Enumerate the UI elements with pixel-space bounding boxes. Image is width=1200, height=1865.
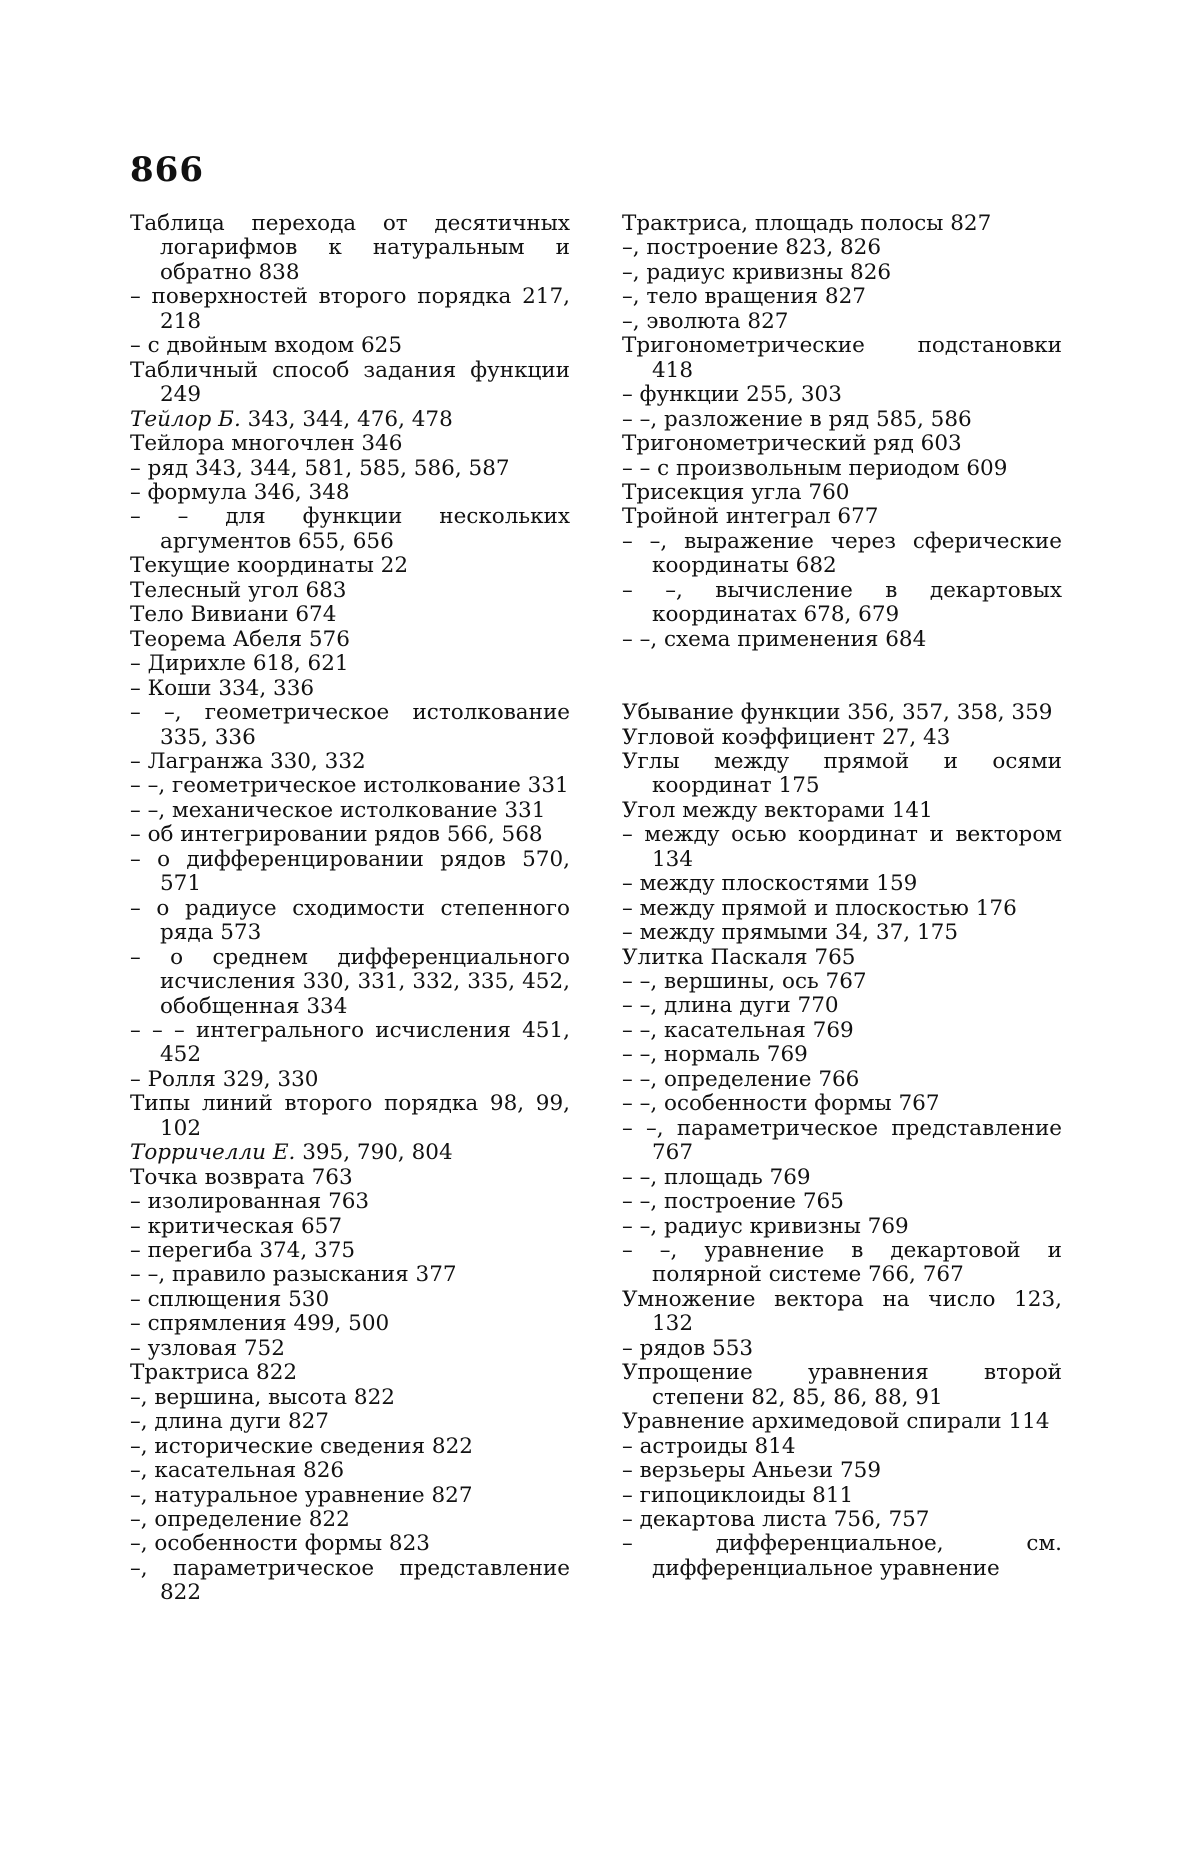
- index-entry: – –, выражение через сферические координаты 682: [622, 528, 1062, 579]
- index-entry: – –, уравнение в декартовой и полярной системе 766, 767: [622, 1238, 1062, 1288]
- index-entry: – –, геометрическое истолкование 335, 336: [130, 700, 570, 750]
- index-entry: – формула 346, 348: [130, 479, 350, 505]
- index-entry: – изолированная 763: [130, 1189, 370, 1215]
- index-entry: – об интегрировании рядов 566, 568: [130, 822, 543, 848]
- index-entry: – критическая 657: [130, 1213, 343, 1239]
- index-entry: –, эволюта 827: [622, 308, 789, 334]
- index-entry: Тело Вивиани 674: [130, 602, 337, 628]
- index-entry: –, касательная 826: [130, 1458, 345, 1484]
- index-entry: Таблица перехода от десятичных логарифмов к натуральным и обратно 838: [130, 211, 570, 285]
- index-entry: –, параметрическое представление 822: [130, 1555, 570, 1606]
- index-entry: – гипоциклоиды 811: [622, 1482, 854, 1508]
- index-entry: Уравнение архимедовой спирали 114: [622, 1409, 1050, 1435]
- author-name: Торричелли Е.: [130, 1140, 296, 1166]
- index-entry: –, особенности формы 823: [130, 1531, 430, 1557]
- index-entry: Типы линий второго порядка 98, 99, 102: [130, 1091, 570, 1141]
- index-entry: – –, нормаль 769: [622, 1042, 808, 1068]
- index-entry: – ряд 343, 344, 581, 585, 586, 587: [130, 455, 510, 481]
- index-entry: – сплющения 530: [130, 1286, 330, 1312]
- index-entry: – – – интегрального исчисления 451, 452: [130, 1017, 570, 1068]
- index-entry: – между осью координат и вектором 134: [622, 822, 1062, 872]
- index-entry: – –, радиус кривизны 769: [622, 1213, 909, 1239]
- index-entry: – –, механическое истолкование 331: [130, 797, 546, 823]
- index-entry: – между прямой и плоскостью 176: [622, 895, 1017, 921]
- index-entry: – –, касательная 769: [622, 1017, 854, 1043]
- index-entry: Улитка Паскаля 765: [622, 944, 856, 970]
- index-entry: – дифференциальное, см. дифференциальное уравнение: [622, 1531, 1062, 1581]
- index-entry: – –, вычисление в декартовых координатах 678, 679: [622, 577, 1062, 628]
- index-entry: – рядов 553: [622, 1335, 754, 1361]
- index-entry: –, длина дуги 827: [130, 1409, 329, 1435]
- right-column: [622, 212, 1062, 1581]
- page-number: 866: [130, 150, 204, 190]
- index-entry: – –, вершины, ось 767: [622, 969, 867, 995]
- index-entry: – – для функции нескольких аргументов 655, 656: [130, 504, 570, 554]
- index-entry: –, вершина, высота 822: [130, 1384, 395, 1410]
- index-entry: Умножение вектора на число 123, 132: [622, 1286, 1062, 1337]
- index-entry: – перегиба 374, 375: [130, 1238, 356, 1264]
- index-entry: – –, построение 765: [622, 1189, 844, 1215]
- index-entry: –, натуральное уравнение 827: [130, 1482, 473, 1508]
- index-entry: Углы между прямой и осями координат 175: [622, 748, 1062, 799]
- index-entry: – –, особенности формы 767: [622, 1091, 940, 1117]
- page-refs: 395, 790, 804: [295, 1140, 453, 1166]
- index-entry: Точка возврата 763: [130, 1164, 353, 1190]
- index-entry: Тригонометрические подстановки 418: [622, 333, 1062, 383]
- author-name: Тейлор Б.: [130, 406, 241, 432]
- index-entry: – астроиды 814: [622, 1433, 796, 1459]
- index-entry: Угловой коэффициент 27, 43: [622, 724, 951, 750]
- index-entry: Трактриса 822: [130, 1360, 298, 1386]
- index-entry: – декартова листа 756, 757: [622, 1507, 930, 1532]
- index-entry: Телесный угол 683: [130, 577, 347, 603]
- index-entry: [130, 1141, 570, 1165]
- index-entry: Трактриса, площадь полосы 827: [622, 211, 992, 236]
- index-entry: – – с произвольным периодом 609: [622, 455, 1008, 481]
- index-entry: Теорема Абеля 576: [130, 626, 350, 652]
- index-entry: – функции 255, 303: [622, 382, 842, 408]
- index-entry: Тройной интеграл 677: [622, 504, 879, 530]
- index-entry: – –, параметрическое представление 767: [622, 1115, 1062, 1166]
- index-entry: – Лагранжа 330, 332: [130, 748, 366, 774]
- index-entry: Табличный способ задания функции 249: [130, 357, 570, 408]
- index-entry: – –, схема применения 684: [622, 626, 927, 652]
- index-entry: –, радиус кривизны 826: [622, 259, 892, 285]
- index-entry: – с двойным входом 625: [130, 333, 403, 359]
- index-entry: Тейлора многочлен 346: [130, 431, 403, 457]
- index-entry: – спрямления 499, 500: [130, 1311, 390, 1337]
- index-entry: – о среднем дифференциального исчисления 330, 331, 332, 335, 452, обобщенная 334: [130, 944, 570, 1019]
- index-entry: –, тело вращения 827: [622, 284, 866, 310]
- index-entry: – узловая 752: [130, 1335, 285, 1361]
- index-entry: –, построение 823, 826: [622, 235, 882, 261]
- index-entry: – –, правило разыскания 377: [130, 1262, 457, 1288]
- index-entry: – между прямыми 34, 37, 175: [622, 920, 959, 946]
- left-column: [130, 212, 570, 1606]
- index-entry: – поверхностей второго порядка 217, 218: [130, 284, 570, 334]
- index-entry: – –, геометрическое истолкование 331: [130, 773, 569, 799]
- index-entry: – –, площадь 769: [622, 1164, 811, 1190]
- index-entry: – о радиусе сходимости степенного ряда 573: [130, 895, 570, 946]
- index-entry: Убывание функции 356, 357, 358, 359: [622, 700, 1053, 726]
- index-entry: – –, определение 766: [622, 1066, 860, 1092]
- index-entry: Текущие координаты 22: [130, 553, 409, 579]
- index-entry: – Дирихле 618, 621: [130, 651, 349, 677]
- index-entry: – –, разложение в ряд 585, 586: [622, 406, 972, 432]
- page-refs: 343, 344, 476, 478: [240, 406, 453, 432]
- index-entry: – верзьеры Аньези 759: [622, 1458, 882, 1484]
- section-gap: [622, 652, 1062, 701]
- index-entry: – Ролля 329, 330: [130, 1066, 319, 1092]
- index-entry: [130, 408, 570, 432]
- index-entry: Тригонометрический ряд 603: [622, 431, 962, 457]
- index-entry: – Коши 334, 336: [130, 675, 315, 701]
- index-entry: – –, длина дуги 770: [622, 993, 839, 1019]
- index-entry: Трисекция угла 760: [622, 479, 850, 505]
- index-entry: Упрощение уравнения второй степени 82, 85, 86, 88, 91: [622, 1360, 1062, 1410]
- index-entry: – о дифференцировании рядов 570, 571: [130, 846, 570, 897]
- index-entry: Угол между векторами 141: [622, 797, 933, 823]
- index-entry: – между плоскостями 159: [622, 871, 918, 897]
- index-entry: –, исторические сведения 822: [130, 1433, 473, 1459]
- index-entry: –, определение 822: [130, 1507, 350, 1533]
